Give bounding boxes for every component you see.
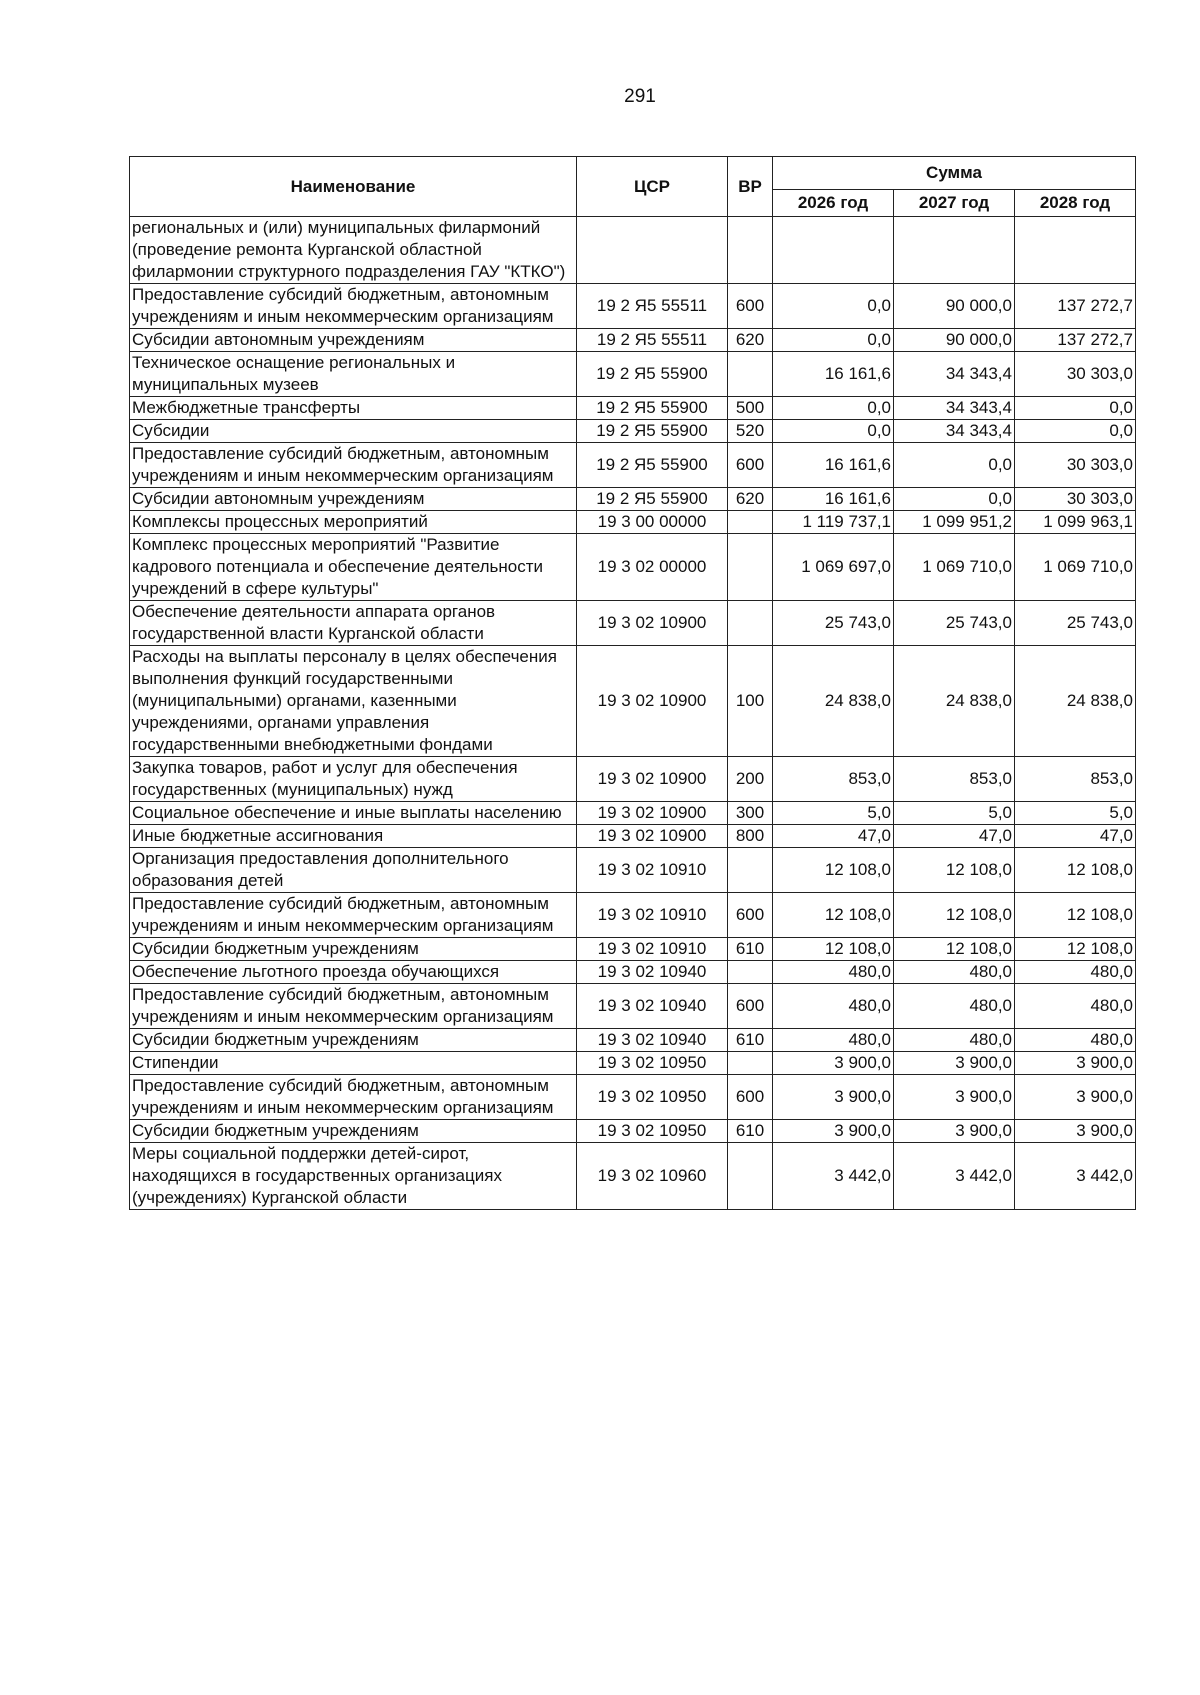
table-row xyxy=(130,488,1136,511)
cell-name: Предоставление субсидий бюджетным, автономным учреждениям и иным некоммерческим организациям xyxy=(130,284,577,329)
cell-csr: 19 3 02 10900 xyxy=(577,825,728,848)
cell-sum-2028: 24 838,0 xyxy=(1015,646,1136,757)
page-number: 291 xyxy=(624,86,656,107)
cell-csr: 19 3 02 10900 xyxy=(577,757,728,802)
cell-vr: 600 xyxy=(728,443,773,488)
cell-sum-2028: 47,0 xyxy=(1015,825,1136,848)
table-row xyxy=(130,802,1136,825)
cell-csr: 19 3 02 10950 xyxy=(577,1075,728,1120)
table-row xyxy=(130,511,1136,534)
cell-sum-2028: 3 900,0 xyxy=(1015,1052,1136,1075)
table-row xyxy=(130,352,1136,397)
table-row xyxy=(130,961,1136,984)
cell-name: Обеспечение деятельности аппарата органов государственной власти Курганской области xyxy=(130,601,577,646)
cell-vr: 620 xyxy=(728,488,773,511)
cell-vr: 600 xyxy=(728,1075,773,1120)
cell-vr: 610 xyxy=(728,1029,773,1052)
cell-sum-2027: 480,0 xyxy=(894,1029,1015,1052)
cell-sum-2027: 34 343,4 xyxy=(894,397,1015,420)
cell-sum-2028: 0,0 xyxy=(1015,420,1136,443)
table-row xyxy=(130,825,1136,848)
cell-name: Предоставление субсидий бюджетным, автономным учреждениям и иным некоммерческим организациям xyxy=(130,443,577,488)
cell-name: Организация предоставления дополнительного образования детей xyxy=(130,848,577,893)
cell-csr: 19 3 00 00000 xyxy=(577,511,728,534)
cell-name: Техническое оснащение региональных и муниципальных музеев xyxy=(130,352,577,397)
cell-name: Социальное обеспечение и иные выплаты населению xyxy=(130,802,577,825)
cell-sum-2026: 3 442,0 xyxy=(773,1143,894,1210)
cell-name: Субсидии бюджетным учреждениям xyxy=(130,938,577,961)
cell-csr: 19 2 Я5 55900 xyxy=(577,443,728,488)
cell-sum-2026: 3 900,0 xyxy=(773,1120,894,1143)
cell-csr: 19 3 02 00000 xyxy=(577,534,728,601)
cell-sum-2027: 34 343,4 xyxy=(894,420,1015,443)
cell-sum-2026: 12 108,0 xyxy=(773,938,894,961)
cell-name: Субсидии автономным учреждениям xyxy=(130,488,577,511)
cell-vr: 300 xyxy=(728,802,773,825)
cell-vr xyxy=(728,961,773,984)
cell-sum-2026: 3 900,0 xyxy=(773,1075,894,1120)
table-row xyxy=(130,284,1136,329)
cell-name: Субсидии xyxy=(130,420,577,443)
cell-vr xyxy=(728,217,773,284)
cell-csr: 19 3 02 10900 xyxy=(577,646,728,757)
cell-sum-2026: 16 161,6 xyxy=(773,488,894,511)
cell-name: Стипендии xyxy=(130,1052,577,1075)
cell-sum-2027: 47,0 xyxy=(894,825,1015,848)
cell-name: Меры социальной поддержки детей-сирот, находящихся в государственных организациях (учреждениях) Курганской области xyxy=(130,1143,577,1210)
cell-sum-2027: 90 000,0 xyxy=(894,329,1015,352)
table-row xyxy=(130,443,1136,488)
cell-sum-2026: 47,0 xyxy=(773,825,894,848)
cell-csr: 19 2 Я5 55900 xyxy=(577,397,728,420)
cell-sum-2027 xyxy=(894,217,1015,284)
cell-csr: 19 3 02 10910 xyxy=(577,893,728,938)
budget-table xyxy=(129,156,1136,1210)
cell-sum-2027: 12 108,0 xyxy=(894,893,1015,938)
cell-vr xyxy=(728,1143,773,1210)
cell-sum-2027: 12 108,0 xyxy=(894,938,1015,961)
header-year-2027: 2027 год xyxy=(894,190,1015,217)
cell-sum-2027: 3 900,0 xyxy=(894,1120,1015,1143)
cell-vr xyxy=(728,511,773,534)
cell-sum-2027: 1 069 710,0 xyxy=(894,534,1015,601)
cell-sum-2027: 480,0 xyxy=(894,984,1015,1029)
cell-sum-2027: 25 743,0 xyxy=(894,601,1015,646)
cell-sum-2026 xyxy=(773,217,894,284)
cell-vr xyxy=(728,1052,773,1075)
table-row xyxy=(130,217,1136,284)
cell-name: Предоставление субсидий бюджетным, автономным учреждениям и иным некоммерческим организациям xyxy=(130,984,577,1029)
cell-vr: 800 xyxy=(728,825,773,848)
cell-sum-2028: 12 108,0 xyxy=(1015,938,1136,961)
cell-csr: 19 2 Я5 55511 xyxy=(577,329,728,352)
table-row xyxy=(130,1120,1136,1143)
cell-sum-2028: 137 272,7 xyxy=(1015,284,1136,329)
cell-sum-2027: 3 442,0 xyxy=(894,1143,1015,1210)
cell-sum-2026: 12 108,0 xyxy=(773,848,894,893)
cell-vr: 610 xyxy=(728,1120,773,1143)
header-csr: ЦСР xyxy=(577,157,728,217)
cell-name: Закупка товаров, работ и услуг для обеспечения государственных (муниципальных) нужд xyxy=(130,757,577,802)
header-year-2028: 2028 год xyxy=(1015,190,1136,217)
cell-name: Комплекс процессных мероприятий "Развитие кадрового потенциала и обеспечение деятельности учреждений в сфере культуры" xyxy=(130,534,577,601)
header-year-2026: 2026 год xyxy=(773,190,894,217)
cell-sum-2028: 3 900,0 xyxy=(1015,1120,1136,1143)
cell-sum-2028: 30 303,0 xyxy=(1015,352,1136,397)
table-row xyxy=(130,757,1136,802)
cell-sum-2027: 1 099 951,2 xyxy=(894,511,1015,534)
cell-sum-2026: 16 161,6 xyxy=(773,352,894,397)
cell-vr: 500 xyxy=(728,397,773,420)
header-name: Наименование xyxy=(130,157,577,217)
table-row xyxy=(130,329,1136,352)
cell-sum-2026: 0,0 xyxy=(773,397,894,420)
cell-name: Межбюджетные трансферты xyxy=(130,397,577,420)
table-body xyxy=(130,217,1136,1210)
cell-sum-2027: 12 108,0 xyxy=(894,848,1015,893)
cell-sum-2026: 24 838,0 xyxy=(773,646,894,757)
cell-csr: 19 3 02 10910 xyxy=(577,938,728,961)
cell-sum-2027: 3 900,0 xyxy=(894,1075,1015,1120)
cell-sum-2028: 480,0 xyxy=(1015,1029,1136,1052)
cell-name: Комплексы процессных мероприятий xyxy=(130,511,577,534)
cell-sum-2028 xyxy=(1015,217,1136,284)
cell-vr xyxy=(728,534,773,601)
header-sum: Сумма xyxy=(773,157,1136,190)
cell-sum-2028: 3 900,0 xyxy=(1015,1075,1136,1120)
cell-sum-2027: 90 000,0 xyxy=(894,284,1015,329)
cell-vr: 100 xyxy=(728,646,773,757)
cell-sum-2026: 5,0 xyxy=(773,802,894,825)
cell-name: региональных и (или) муниципальных филармоний (проведение ремонта Курганской областной филармонии структурного подразделения ГАУ "КТКО") xyxy=(130,217,577,284)
cell-name: Иные бюджетные ассигнования xyxy=(130,825,577,848)
cell-name: Предоставление субсидий бюджетным, автономным учреждениям и иным некоммерческим организациям xyxy=(130,1075,577,1120)
table-row xyxy=(130,938,1136,961)
cell-name: Предоставление субсидий бюджетным, автономным учреждениям и иным некоммерческим организациям xyxy=(130,893,577,938)
cell-sum-2026: 3 900,0 xyxy=(773,1052,894,1075)
table-row xyxy=(130,601,1136,646)
cell-sum-2026: 480,0 xyxy=(773,984,894,1029)
table-header xyxy=(130,157,1136,217)
cell-csr: 19 2 Я5 55900 xyxy=(577,488,728,511)
cell-sum-2028: 1 099 963,1 xyxy=(1015,511,1136,534)
cell-csr: 19 3 02 10960 xyxy=(577,1143,728,1210)
cell-csr: 19 3 02 10900 xyxy=(577,802,728,825)
cell-sum-2026: 0,0 xyxy=(773,284,894,329)
cell-sum-2028: 5,0 xyxy=(1015,802,1136,825)
cell-sum-2028: 853,0 xyxy=(1015,757,1136,802)
cell-sum-2028: 480,0 xyxy=(1015,961,1136,984)
cell-sum-2026: 1 069 697,0 xyxy=(773,534,894,601)
cell-sum-2026: 480,0 xyxy=(773,961,894,984)
cell-csr: 19 2 Я5 55900 xyxy=(577,420,728,443)
table-row xyxy=(130,984,1136,1029)
table-row xyxy=(130,1075,1136,1120)
cell-vr xyxy=(728,352,773,397)
cell-sum-2026: 0,0 xyxy=(773,420,894,443)
table-row xyxy=(130,646,1136,757)
cell-sum-2027: 5,0 xyxy=(894,802,1015,825)
cell-name: Расходы на выплаты персоналу в целях обеспечения выполнения функций государственными (муниципальными) органами, казенными учреждениями, органами управления государственными внебюджетными фондами xyxy=(130,646,577,757)
cell-sum-2028: 0,0 xyxy=(1015,397,1136,420)
cell-name: Субсидии бюджетным учреждениям xyxy=(130,1120,577,1143)
cell-sum-2028: 12 108,0 xyxy=(1015,893,1136,938)
cell-sum-2026: 12 108,0 xyxy=(773,893,894,938)
cell-csr: 19 3 02 10950 xyxy=(577,1120,728,1143)
cell-csr: 19 3 02 10910 xyxy=(577,848,728,893)
cell-csr: 19 3 02 10940 xyxy=(577,984,728,1029)
cell-sum-2027: 0,0 xyxy=(894,443,1015,488)
cell-sum-2028: 25 743,0 xyxy=(1015,601,1136,646)
cell-csr: 19 2 Я5 55511 xyxy=(577,284,728,329)
cell-sum-2026: 1 119 737,1 xyxy=(773,511,894,534)
cell-vr xyxy=(728,848,773,893)
cell-sum-2028: 1 069 710,0 xyxy=(1015,534,1136,601)
cell-csr: 19 2 Я5 55900 xyxy=(577,352,728,397)
cell-csr xyxy=(577,217,728,284)
cell-vr: 600 xyxy=(728,984,773,1029)
cell-vr xyxy=(728,601,773,646)
header-vr: ВР xyxy=(728,157,773,217)
cell-csr: 19 3 02 10900 xyxy=(577,601,728,646)
cell-sum-2028: 30 303,0 xyxy=(1015,443,1136,488)
cell-vr: 520 xyxy=(728,420,773,443)
cell-csr: 19 3 02 10940 xyxy=(577,1029,728,1052)
cell-vr: 600 xyxy=(728,284,773,329)
table-row xyxy=(130,1143,1136,1210)
cell-sum-2027: 480,0 xyxy=(894,961,1015,984)
table-row xyxy=(130,1052,1136,1075)
cell-sum-2027: 34 343,4 xyxy=(894,352,1015,397)
cell-csr: 19 3 02 10950 xyxy=(577,1052,728,1075)
cell-sum-2026: 16 161,6 xyxy=(773,443,894,488)
cell-vr: 600 xyxy=(728,893,773,938)
cell-sum-2026: 0,0 xyxy=(773,329,894,352)
cell-name: Субсидии автономным учреждениям xyxy=(130,329,577,352)
table-row xyxy=(130,534,1136,601)
cell-sum-2028: 30 303,0 xyxy=(1015,488,1136,511)
cell-sum-2027: 3 900,0 xyxy=(894,1052,1015,1075)
cell-sum-2027: 0,0 xyxy=(894,488,1015,511)
cell-vr: 610 xyxy=(728,938,773,961)
cell-sum-2028: 137 272,7 xyxy=(1015,329,1136,352)
cell-sum-2028: 12 108,0 xyxy=(1015,848,1136,893)
cell-sum-2027: 853,0 xyxy=(894,757,1015,802)
cell-csr: 19 3 02 10940 xyxy=(577,961,728,984)
cell-sum-2028: 480,0 xyxy=(1015,984,1136,1029)
table-row xyxy=(130,893,1136,938)
cell-vr: 200 xyxy=(728,757,773,802)
cell-name: Обеспечение льготного проезда обучающихся xyxy=(130,961,577,984)
cell-sum-2026: 853,0 xyxy=(773,757,894,802)
table-row xyxy=(130,397,1136,420)
cell-sum-2027: 24 838,0 xyxy=(894,646,1015,757)
table-row xyxy=(130,420,1136,443)
table-row xyxy=(130,1029,1136,1052)
cell-sum-2028: 3 442,0 xyxy=(1015,1143,1136,1210)
cell-vr: 620 xyxy=(728,329,773,352)
cell-sum-2026: 480,0 xyxy=(773,1029,894,1052)
cell-sum-2026: 25 743,0 xyxy=(773,601,894,646)
table-row xyxy=(130,848,1136,893)
cell-name: Субсидии бюджетным учреждениям xyxy=(130,1029,577,1052)
